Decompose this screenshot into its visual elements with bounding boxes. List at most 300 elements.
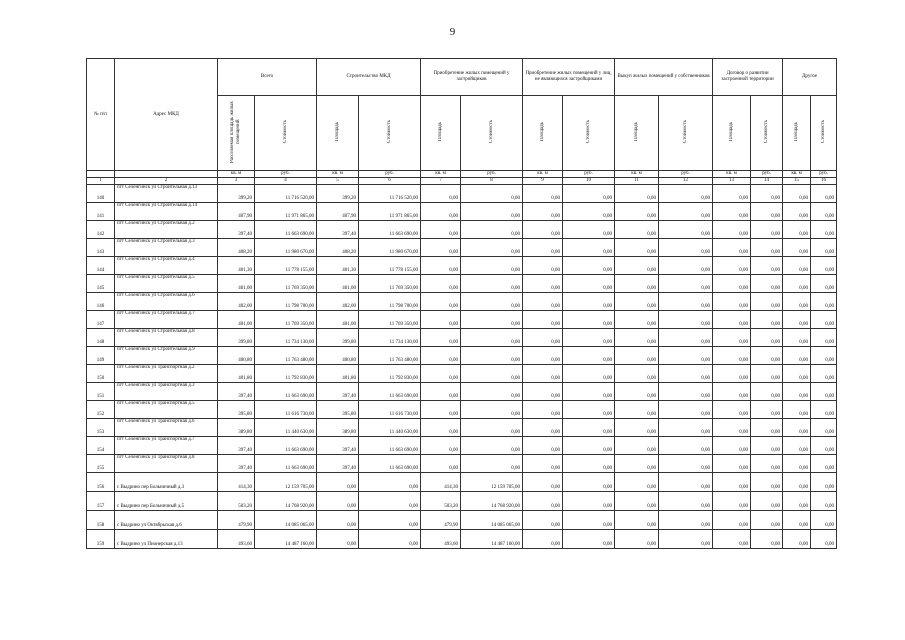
row-value: 399,80	[317, 329, 359, 347]
row-value: 0,00	[811, 419, 837, 437]
row-value: 0,00	[713, 239, 751, 257]
row-value: 0,00	[659, 419, 713, 437]
row-value: 0,00	[783, 203, 811, 221]
row-value: 397,40	[317, 455, 359, 473]
row-value: 0,00	[523, 473, 563, 492]
header-cost: Стоимость	[659, 96, 713, 171]
column-number: 9	[523, 178, 563, 185]
row-value: 0,00	[615, 239, 659, 257]
row-value: 0,00	[563, 455, 615, 473]
row-value: 0,00	[563, 203, 615, 221]
row-value: 0,00	[713, 203, 751, 221]
row-value: 0,00	[523, 203, 563, 221]
row-value: 0,00	[811, 437, 837, 455]
row-value: 0,00	[523, 275, 563, 293]
row-value: 0,00	[783, 473, 811, 492]
row-value: 0,00	[615, 275, 659, 293]
row-value: 0,00	[523, 383, 563, 401]
row-value: 0,00	[811, 492, 837, 511]
row-value: 401,30	[317, 257, 359, 275]
row-number: 150	[87, 365, 115, 383]
row-value: 0,00	[523, 239, 563, 257]
row-address: с Выдрино пер Больничный д.5	[115, 492, 218, 511]
unit-cell: руб.	[811, 171, 837, 178]
row-value: 0,00	[713, 329, 751, 347]
table-row	[87, 221, 837, 239]
row-value: 0,00	[783, 347, 811, 365]
row-value: 11 980 670,00	[359, 239, 421, 257]
row-value: 0,00	[783, 530, 811, 549]
row-value: 0,00	[523, 185, 563, 203]
row-value: 399,20	[218, 185, 255, 203]
row-value: 0,00	[615, 185, 659, 203]
row-value: 0,00	[461, 419, 523, 437]
header-area: Площадь	[615, 96, 659, 171]
row-value: 395,80	[317, 401, 359, 419]
header-group-construction: Строительство МКД	[317, 59, 421, 96]
row-value: 0,00	[317, 473, 359, 492]
row-value: 11 663 690,00	[255, 455, 317, 473]
header-group-buyout: Выкуп жилых помещений у собственников	[615, 59, 713, 96]
row-number: 141	[87, 203, 115, 221]
row-value: 0,00	[713, 293, 751, 311]
row-value: 0,00	[523, 530, 563, 549]
header-cost: Стоимость	[359, 96, 421, 171]
row-value: 11 663 690,00	[255, 437, 317, 455]
column-number: 6	[359, 178, 421, 185]
row-number: 145	[87, 275, 115, 293]
row-value: 503,20	[218, 492, 255, 511]
row-value: 12 159 705,00	[255, 473, 317, 492]
row-address: пгт Селенгинск ул Строительная д.6	[115, 293, 218, 311]
row-number: 146	[87, 293, 115, 311]
row-value: 0,00	[461, 365, 523, 383]
row-value: 0,00	[713, 492, 751, 511]
row-value: 0,00	[523, 511, 563, 530]
header-group-territory: Договор о развитии застроенной территории	[713, 59, 783, 96]
row-value: 0,00	[659, 383, 713, 401]
row-value: 0,00	[461, 455, 523, 473]
row-value: 0,00	[659, 239, 713, 257]
row-address: пгт Селенгинск ул Транспортная д.2	[115, 365, 218, 383]
row-value: 0,00	[615, 401, 659, 419]
row-value: 0,00	[421, 455, 461, 473]
row-value: 0,00	[713, 221, 751, 239]
header-area: Площадь	[713, 96, 751, 171]
row-value: 0,00	[615, 293, 659, 311]
row-value: 0,00	[563, 365, 615, 383]
row-value: 0,00	[751, 492, 783, 511]
row-value: 0,00	[751, 419, 783, 437]
row-value: 14 768 920,00	[461, 492, 523, 511]
row-value: 0,00	[523, 401, 563, 419]
row-value: 0,00	[811, 239, 837, 257]
row-value: 0,00	[523, 311, 563, 329]
row-value: 0,00	[461, 239, 523, 257]
column-number: 3	[218, 178, 255, 185]
row-number: 154	[87, 437, 115, 455]
row-value: 408,20	[317, 239, 359, 257]
unit-cell: кв. м	[421, 171, 461, 178]
row-value: 0,00	[563, 311, 615, 329]
row-value: 11 769 350,00	[359, 275, 421, 293]
row-value: 0,00	[751, 365, 783, 383]
column-number: 4	[255, 178, 317, 185]
row-value: 407,90	[218, 203, 255, 221]
row-value: 11 663 690,00	[359, 455, 421, 473]
row-value: 0,00	[461, 401, 523, 419]
row-value: 12 159 705,00	[461, 473, 523, 492]
row-value: 0,00	[751, 293, 783, 311]
row-value: 0,00	[713, 383, 751, 401]
unit-cell: кв. м	[218, 171, 255, 178]
row-value: 0,00	[659, 185, 713, 203]
row-value: 0,00	[615, 455, 659, 473]
column-number: 10	[563, 178, 615, 185]
row-value: 493,60	[421, 530, 461, 549]
column-number: 15	[783, 178, 811, 185]
row-value: 0,00	[783, 492, 811, 511]
row-value: 0,00	[659, 365, 713, 383]
row-value: 0,00	[523, 492, 563, 511]
unit-cell: руб.	[563, 171, 615, 178]
row-value: 11 663 690,00	[359, 437, 421, 455]
row-number: 156	[87, 473, 115, 492]
table-row	[87, 437, 837, 455]
row-address: с Выдрино пер Больничный д.3	[115, 473, 218, 492]
header-cost: Стоимость	[563, 96, 615, 171]
row-value: 0,00	[783, 329, 811, 347]
row-address: пгт Селенгинск ул Строительная д.7	[115, 311, 218, 329]
row-value: 11 663 690,00	[255, 383, 317, 401]
row-value: 0,00	[421, 257, 461, 275]
row-value: 11 792 830,00	[255, 365, 317, 383]
table-row	[87, 383, 837, 401]
row-address: пгт Селенгинск ул Транспортная д.8	[115, 455, 218, 473]
row-value: 0,00	[523, 347, 563, 365]
row-address: с Выдрино ул Пионерская д.13	[115, 530, 218, 549]
column-number: 14	[751, 178, 783, 185]
row-value: 0,00	[461, 293, 523, 311]
row-value: 0,00	[523, 455, 563, 473]
unit-cell: кв. м	[523, 171, 563, 178]
column-number: 12	[659, 178, 713, 185]
row-value: 401,00	[317, 311, 359, 329]
row-value: 11 763 480,00	[255, 347, 317, 365]
units-row	[87, 171, 837, 178]
row-value: 0,00	[615, 530, 659, 549]
row-value: 0,00	[461, 185, 523, 203]
row-value: 11 769 350,00	[359, 311, 421, 329]
row-value: 0,00	[811, 293, 837, 311]
table-row	[87, 347, 837, 365]
row-value: 11 663 690,00	[359, 383, 421, 401]
row-value: 14 085 065,00	[461, 511, 523, 530]
row-value: 407,90	[317, 203, 359, 221]
header-group-developers: Приобретение жилых помещений у застройщиков	[421, 59, 523, 96]
row-value: 11 663 690,00	[255, 221, 317, 239]
row-value: 0,00	[659, 293, 713, 311]
row-address: пгт Селенгинск ул Строительная д.13	[115, 185, 218, 203]
row-number: 159	[87, 530, 115, 549]
row-value: 0,00	[421, 347, 461, 365]
table-row	[87, 473, 837, 492]
table-row	[87, 419, 837, 437]
row-value: 0,00	[783, 383, 811, 401]
row-value: 0,00	[421, 239, 461, 257]
unit-cell: кв. м	[317, 171, 359, 178]
row-value: 0,00	[811, 311, 837, 329]
row-value: 11 971 865,00	[359, 203, 421, 221]
unit-cell: руб.	[255, 171, 317, 178]
row-number: 151	[87, 383, 115, 401]
row-value: 0,00	[461, 257, 523, 275]
column-number: 5	[317, 178, 359, 185]
row-value: 389,80	[317, 419, 359, 437]
table-row	[87, 365, 837, 383]
row-value: 0,00	[751, 311, 783, 329]
row-value: 395,80	[218, 401, 255, 419]
header-area: Площадь	[523, 96, 563, 171]
row-value: 401,80	[317, 365, 359, 383]
table-row	[87, 203, 837, 221]
row-value: 0,00	[421, 329, 461, 347]
unit-cell: руб.	[751, 171, 783, 178]
row-value: 11 716 520,00	[359, 185, 421, 203]
row-value: 0,00	[659, 437, 713, 455]
row-value: 0,00	[751, 275, 783, 293]
row-number: 152	[87, 401, 115, 419]
row-value: 0,00	[751, 511, 783, 530]
row-value: 0,00	[713, 311, 751, 329]
row-value: 0,00	[563, 239, 615, 257]
header-resettled-area: Расселяемая площадь жилых помещений	[218, 96, 255, 171]
row-value: 0,00	[359, 492, 421, 511]
row-value: 0,00	[659, 203, 713, 221]
row-value: 0,00	[421, 275, 461, 293]
header-row-groups	[87, 59, 837, 96]
row-value: 0,00	[783, 221, 811, 239]
header-group-total: Всего	[218, 59, 317, 96]
row-address: пгт Селенгинск ул Строительная д.3	[115, 239, 218, 257]
row-value: 0,00	[563, 257, 615, 275]
row-address: пгт Селенгинск ул Строительная д.2	[115, 221, 218, 239]
row-value: 0,00	[783, 275, 811, 293]
row-value: 0,00	[523, 365, 563, 383]
row-value: 0,00	[811, 383, 837, 401]
row-value: 11 778 155,00	[255, 257, 317, 275]
row-value: 401,00	[218, 275, 255, 293]
row-value: 0,00	[563, 293, 615, 311]
table-row	[87, 511, 837, 530]
row-value: 0,00	[563, 221, 615, 239]
row-number: 142	[87, 221, 115, 239]
row-value: 0,00	[615, 347, 659, 365]
row-value: 0,00	[659, 455, 713, 473]
row-number: 147	[87, 311, 115, 329]
row-value: 0,00	[563, 530, 615, 549]
row-value: 0,00	[811, 401, 837, 419]
row-value: 0,00	[563, 329, 615, 347]
row-value: 0,00	[811, 473, 837, 492]
row-value: 0,00	[783, 239, 811, 257]
row-value: 0,00	[783, 185, 811, 203]
header-cost: Стоимость	[255, 96, 317, 171]
row-value: 0,00	[461, 437, 523, 455]
row-value: 0,00	[317, 530, 359, 549]
row-value: 0,00	[615, 221, 659, 239]
row-value: 11 440 630,00	[255, 419, 317, 437]
row-address: пгт Селенгинск ул Строительная д.14	[115, 203, 218, 221]
page-number: 9	[449, 26, 456, 38]
column-number: 11	[615, 178, 659, 185]
row-value: 0,00	[811, 365, 837, 383]
column-number: 7	[421, 178, 461, 185]
row-value: 0,00	[615, 511, 659, 530]
row-value: 389,80	[218, 419, 255, 437]
table-row	[87, 257, 837, 275]
row-value: 0,00	[811, 257, 837, 275]
row-number: 157	[87, 492, 115, 511]
row-value: 0,00	[563, 473, 615, 492]
header-area: Площадь	[421, 96, 461, 171]
row-value: 397,40	[218, 383, 255, 401]
row-value: 0,00	[421, 383, 461, 401]
row-value: 397,40	[218, 221, 255, 239]
row-value: 0,00	[751, 257, 783, 275]
row-value: 401,00	[218, 311, 255, 329]
row-value: 0,00	[615, 203, 659, 221]
row-value: 0,00	[783, 257, 811, 275]
row-number: 148	[87, 329, 115, 347]
row-value: 0,00	[615, 437, 659, 455]
row-value: 0,00	[563, 511, 615, 530]
row-value: 0,00	[783, 511, 811, 530]
unit-cell: кв. м	[615, 171, 659, 178]
row-value: 397,40	[317, 383, 359, 401]
row-value: 0,00	[783, 455, 811, 473]
row-value: 0,00	[461, 203, 523, 221]
unit-cell: руб.	[461, 171, 523, 178]
table-row	[87, 530, 837, 549]
row-value: 0,00	[751, 383, 783, 401]
row-address: пгт Селенгинск ул Транспортная д.6	[115, 419, 218, 437]
row-value: 0,00	[783, 293, 811, 311]
row-value: 0,00	[783, 365, 811, 383]
header-address: Адрес МКД	[115, 59, 218, 171]
row-value: 11 798 700,00	[359, 293, 421, 311]
row-value: 0,00	[713, 365, 751, 383]
row-value: 0,00	[811, 455, 837, 473]
row-value: 397,40	[317, 437, 359, 455]
header-group-other: Другое	[783, 59, 837, 96]
row-value: 0,00	[713, 347, 751, 365]
row-value: 11 663 690,00	[359, 221, 421, 239]
row-value: 401,80	[218, 365, 255, 383]
row-value: 11 734 130,00	[359, 329, 421, 347]
table-row	[87, 329, 837, 347]
row-value: 399,20	[317, 185, 359, 203]
row-value: 0,00	[615, 419, 659, 437]
row-number: 140	[87, 185, 115, 203]
row-value: 0,00	[751, 401, 783, 419]
row-value: 0,00	[713, 473, 751, 492]
row-value: 14 487 160,00	[461, 530, 523, 549]
row-value: 401,30	[218, 257, 255, 275]
row-address: пгт Селенгинск ул Строительная д.4	[115, 257, 218, 275]
row-value: 0,00	[713, 419, 751, 437]
header-num: № п/п	[87, 59, 115, 171]
row-value: 0,00	[811, 511, 837, 530]
row-value: 11 734 130,00	[255, 329, 317, 347]
unit-cell: руб.	[659, 171, 713, 178]
row-value: 0,00	[615, 473, 659, 492]
column-number: 13	[713, 178, 751, 185]
row-value: 0,00	[421, 419, 461, 437]
row-value: 0,00	[359, 511, 421, 530]
unit-cell: руб.	[359, 171, 421, 178]
row-address: пгт Селенгинск ул Транспортная д.5	[115, 401, 218, 419]
row-value: 0,00	[615, 311, 659, 329]
row-value: 0,00	[421, 185, 461, 203]
row-value: 397,40	[317, 221, 359, 239]
row-value: 0,00	[421, 437, 461, 455]
row-value: 397,40	[218, 437, 255, 455]
row-value: 0,00	[615, 383, 659, 401]
row-value: 0,00	[563, 185, 615, 203]
row-value: 0,00	[713, 275, 751, 293]
header-cost: Стоимость	[461, 96, 523, 171]
row-value: 0,00	[563, 275, 615, 293]
row-value: 0,00	[751, 239, 783, 257]
row-value: 0,00	[461, 383, 523, 401]
row-value: 0,00	[751, 455, 783, 473]
row-value: 0,00	[713, 401, 751, 419]
header-group-non-developers: Приобретение жилых помещений у лиц, не являющихся застройщиками	[523, 59, 615, 96]
row-value: 402,00	[218, 293, 255, 311]
table-row	[87, 185, 837, 203]
table-row	[87, 455, 837, 473]
row-value: 0,00	[713, 185, 751, 203]
row-value: 0,00	[421, 293, 461, 311]
row-value: 11 769 350,00	[255, 311, 317, 329]
row-value: 0,00	[811, 347, 837, 365]
column-number: 2	[115, 178, 218, 185]
row-value: 0,00	[659, 221, 713, 239]
row-value: 14 085 065,00	[255, 511, 317, 530]
row-value: 401,00	[317, 275, 359, 293]
row-value: 0,00	[421, 203, 461, 221]
row-value: 0,00	[523, 437, 563, 455]
row-value: 0,00	[359, 530, 421, 549]
row-value: 0,00	[713, 530, 751, 549]
row-value: 0,00	[713, 511, 751, 530]
header-cost: Стоимость	[811, 96, 837, 171]
table-row	[87, 293, 837, 311]
row-value: 0,00	[563, 347, 615, 365]
row-value: 0,00	[659, 401, 713, 419]
row-value: 0,00	[659, 473, 713, 492]
column-number: 1	[87, 178, 115, 185]
row-value: 0,00	[659, 311, 713, 329]
row-number: 153	[87, 419, 115, 437]
row-address: пгт Селенгинск ул Транспортная д.3	[115, 383, 218, 401]
row-address: пгт Селенгинск ул Строительная д.9	[115, 347, 218, 365]
row-value: 400,80	[317, 347, 359, 365]
row-number: 155	[87, 455, 115, 473]
row-value: 0,00	[783, 437, 811, 455]
column-numbers-row	[87, 178, 837, 185]
